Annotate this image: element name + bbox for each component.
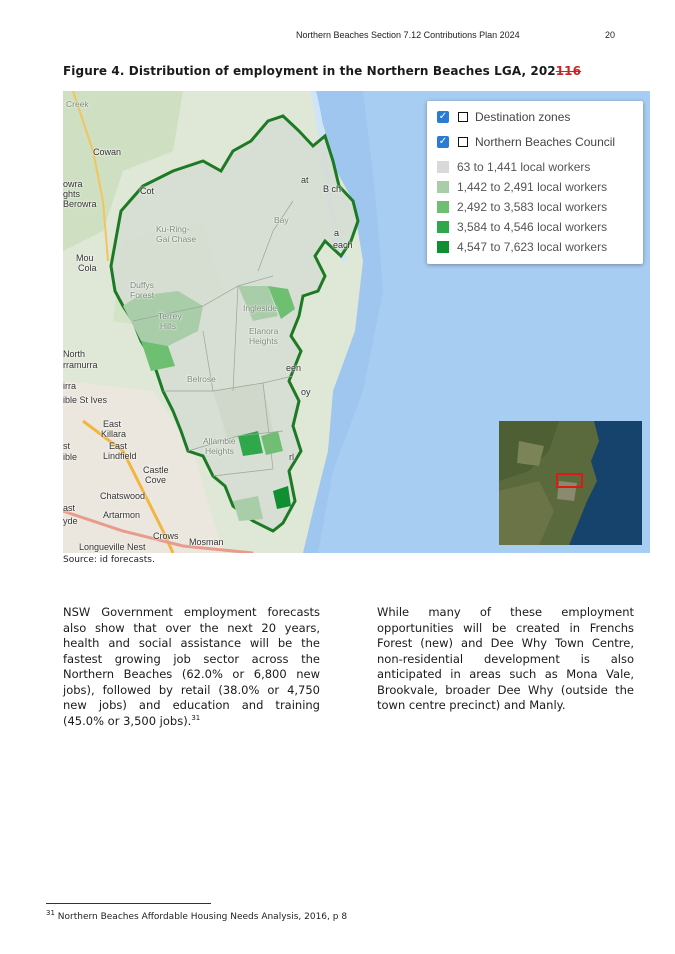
- paragraph-text: While many of these employment opportunities will be created in Frenchs Forest (new) and Dee Why Town Centre, non-residential development is also anticipated in areas such as Mona Vale, Brookvale, broader Dee Why (outside the town centre precinct) and Manly.: [377, 605, 634, 712]
- legend-class: [437, 238, 607, 256]
- legend-swatch: [437, 241, 449, 253]
- place-label: Longueville Nest: [79, 542, 146, 552]
- place-label: Artarmon: [103, 510, 141, 520]
- legend-class: [437, 158, 590, 176]
- place-label: Cola: [78, 263, 97, 273]
- place-label: owra: [63, 179, 83, 189]
- figure-title-struck-year: 116: [555, 64, 582, 78]
- outline-square-icon: [458, 137, 468, 147]
- place-label: Mosman: [189, 537, 224, 547]
- figure-title: [63, 64, 581, 78]
- place-label: Cowan: [93, 147, 122, 157]
- body-paragraph-left: [63, 605, 320, 729]
- footnote-reference[interactable]: 31: [191, 713, 201, 722]
- place-label: Heights: [249, 336, 278, 346]
- place-label: East: [103, 419, 122, 429]
- place-label: Creek: [66, 99, 89, 109]
- place-label: Ingleside: [243, 303, 278, 313]
- place-label: a: [334, 228, 340, 238]
- body-paragraph-right: [377, 605, 634, 714]
- place-label: Belrose: [187, 374, 216, 384]
- legend-class: [437, 218, 607, 236]
- place-label: Duffys: [130, 280, 154, 290]
- footnote-divider: [46, 903, 211, 904]
- legend-swatch: [437, 181, 449, 193]
- figure-title-text: Figure 4. Distribution of employment in the Northern Beaches LGA, 202: [63, 64, 556, 78]
- legend-class-label: 3,584 to 4,546 local workers: [457, 220, 608, 234]
- place-label: oy: [301, 387, 311, 397]
- legend-class-label: 1,442 to 2,491 local workers: [457, 180, 608, 194]
- legend-class-label: 2,492 to 3,583 local workers: [457, 200, 608, 214]
- legend-layer-destination-zones[interactable]: [437, 108, 570, 126]
- legend-swatch: [437, 221, 449, 233]
- legend-layer-label: Northern Beaches Council: [475, 135, 616, 149]
- legend-layer-council[interactable]: [437, 133, 615, 151]
- place-label: Killara: [101, 429, 127, 439]
- place-label: irra: [63, 381, 76, 391]
- legend-class-label: 63 to 1,441 local workers: [457, 160, 591, 174]
- footnote-number: 31: [46, 909, 55, 917]
- legend-swatch: [437, 161, 449, 173]
- place-label: ghts: [63, 189, 81, 199]
- map-legend: [427, 101, 643, 264]
- place-label: ast: [63, 503, 76, 513]
- place-label: rl: [289, 452, 294, 462]
- place-label: Chatswood: [100, 491, 146, 501]
- legend-class-label: 4,547 to 7,623 local workers: [457, 240, 608, 254]
- place-label: Terrey: [158, 311, 182, 321]
- place-label: een: [286, 363, 302, 373]
- figure-source: Source: id forecasts.: [63, 555, 155, 565]
- page-number: 20: [605, 30, 616, 40]
- legend-class: [437, 178, 607, 196]
- document-title: Northern Beaches Section 7.12 Contributions Plan 2024: [296, 30, 520, 40]
- place-label: Hills: [160, 321, 177, 331]
- place-label: North: [63, 349, 86, 359]
- inset-extent-frame: [556, 473, 583, 488]
- legend-layer-label: Destination zones: [475, 110, 571, 124]
- place-label: yde: [63, 516, 78, 526]
- place-label: Cot: [140, 186, 155, 196]
- place-label: Elanora: [249, 326, 279, 336]
- place-label: Castle: [143, 465, 169, 475]
- place-label: Ku-Ring-: [156, 224, 190, 234]
- legend-class: [437, 198, 607, 216]
- place-label: each: [333, 240, 353, 250]
- place-label: Forest: [130, 290, 155, 300]
- paragraph-text: NSW Government employment forecasts also show that over the next 20 years, health and social assistance will be the fastest growing job sector across the Northern Beaches (62.0% or 6,800 new jobs), followed by retail (38.0% or 4,750 new jobs) and education and training (45.0% or 3,500 jobs).: [63, 605, 320, 728]
- place-label: East: [109, 441, 128, 451]
- outline-square-icon: [458, 112, 468, 122]
- place-label: st: [63, 441, 71, 451]
- place-label: ible: [63, 452, 78, 462]
- checkbox-checked-icon[interactable]: ✓: [438, 136, 448, 147]
- place-label: Cove: [145, 475, 167, 485]
- inset-locator-map: [499, 421, 642, 545]
- place-label: Allambie: [203, 436, 236, 446]
- legend-swatch: [437, 201, 449, 213]
- employment-map: [63, 91, 650, 553]
- place-label: ible St Ives: [63, 395, 108, 405]
- place-label: Gai Chase: [156, 234, 197, 244]
- place-label: Heights: [205, 446, 234, 456]
- place-label: Mou: [76, 253, 94, 263]
- place-label: Bay: [274, 215, 289, 225]
- checkbox-checked-icon[interactable]: ✓: [438, 111, 448, 122]
- place-label: at: [301, 175, 309, 185]
- place-label: Berowra: [63, 199, 97, 209]
- place-label: B ch: [323, 184, 342, 194]
- footnote-text: Northern Beaches Affordable Housing Needs Analysis, 2016, p 8: [54, 912, 348, 922]
- place-label: Crows: [153, 531, 179, 541]
- footnote: [46, 909, 347, 922]
- place-label: rramurra: [63, 360, 98, 370]
- place-label: Lindfield: [103, 451, 137, 461]
